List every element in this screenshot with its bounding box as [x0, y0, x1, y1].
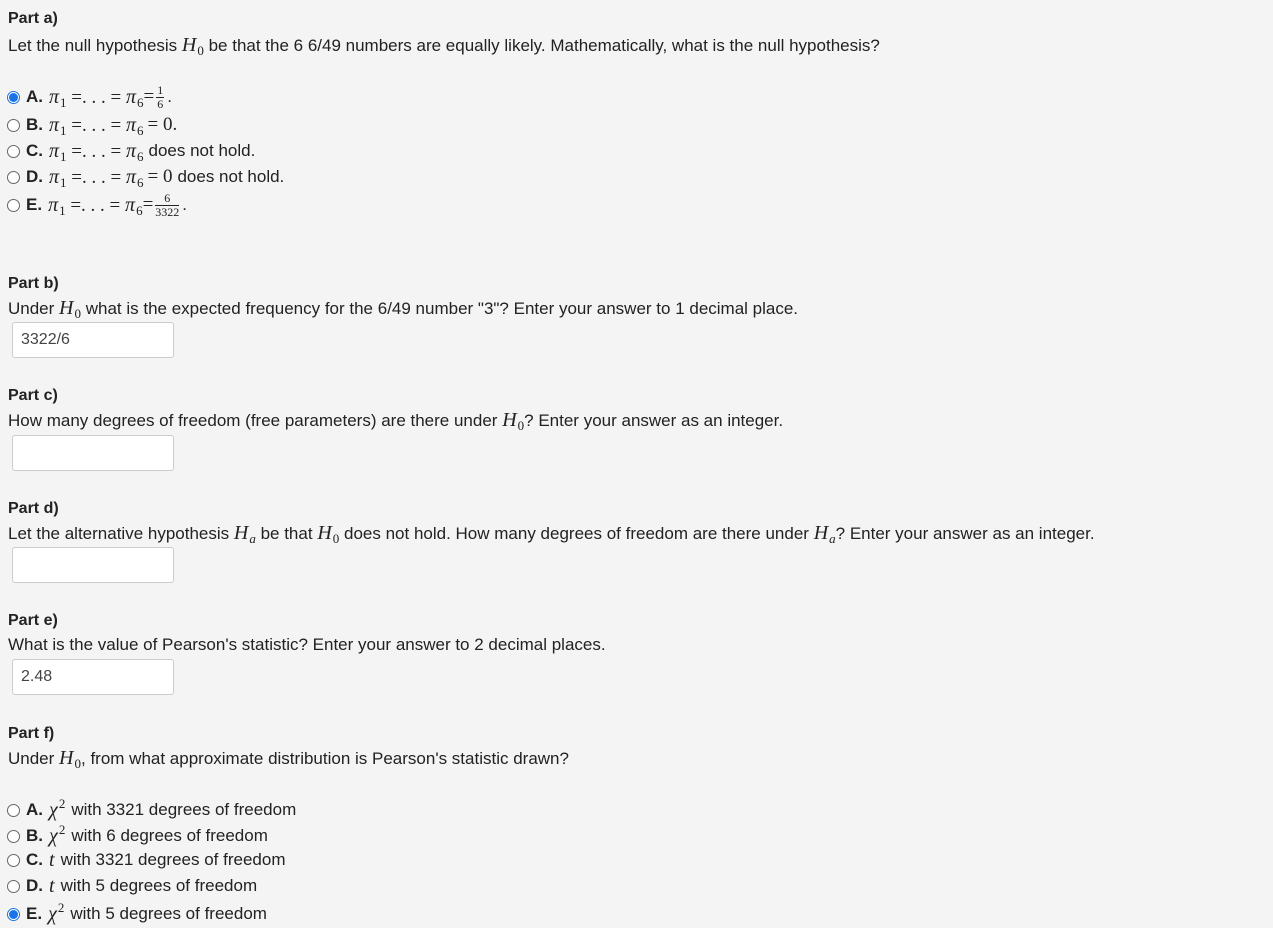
radio-button[interactable] [7, 880, 20, 893]
option-text: . [167, 87, 172, 106]
part-d-answer-input[interactable] [12, 547, 174, 583]
option-text: does not hold. [148, 141, 256, 160]
part-a-question: Let the null hypothesis $H_0$ be that the 6 6/49 numbers are equally likely. Mathematically, what is the null hypothesis? [8, 34, 880, 58]
option-text: does not hold. [177, 167, 285, 186]
option-text: with 5 degrees of freedom [60, 876, 258, 895]
h0-symbol: $H_0$ [181, 34, 204, 58]
formula: $\pi_1$ =. . . = $\pi_6$ [48, 193, 143, 218]
option-letter: E. [26, 904, 43, 923]
part-e-heading: Part e) [8, 612, 58, 629]
fraction: $\frac{1}{6}$ [157, 82, 164, 111]
radio-button[interactable] [7, 804, 20, 817]
part-e-answer-input[interactable] [12, 659, 174, 695]
part-c-heading: Part c) [8, 387, 58, 404]
option-f-c[interactable] [7, 848, 285, 872]
option-text: with 3321 degrees of freedom [60, 850, 286, 869]
part-e-question: What is the value of Pearson's statistic? Enter your answer to 2 decimal places. [8, 635, 606, 654]
distribution-symbol: t [49, 848, 55, 871]
option-letter: A. [26, 800, 43, 819]
distribution-symbol: $\chi^2$ [49, 821, 66, 847]
part-a-heading: Part a) [8, 10, 58, 27]
option-a-c[interactable] [7, 139, 255, 163]
radio-button[interactable] [7, 171, 20, 184]
part-f-question: Under $H_0$, from what approximate distribution is Pearson's statistic drawn? [8, 747, 569, 771]
formula: $\pi_1$ =. . . = $\pi_6$ [49, 165, 144, 190]
part-b-heading: Part b) [8, 275, 59, 292]
part-b-question: Under $H_0$ what is the expected frequency for the 6/49 number "3"? Enter your answer to 1 decimal place. [8, 297, 799, 321]
option-text: with 5 degrees of freedom [70, 904, 267, 923]
rhs: = 0 [147, 166, 173, 187]
option-letter: C. [26, 850, 43, 869]
option-text: with 3321 degrees of freedom [71, 800, 297, 819]
option-f-e[interactable] [7, 899, 267, 926]
option-f-a[interactable] [7, 795, 297, 822]
option-letter: B. [26, 826, 43, 845]
equals: = [142, 194, 154, 215]
option-a-a[interactable] [7, 82, 172, 111]
option-letter: D. [26, 876, 43, 895]
option-a-b[interactable] [7, 113, 177, 137]
distribution-symbol: $\chi^2$ [48, 899, 65, 925]
option-f-b[interactable] [7, 821, 268, 848]
formula: $\pi_1$ =. . . = $\pi_6$ [49, 85, 144, 110]
formula: $\pi_1$ =. . . = $\pi_6$ [49, 139, 144, 164]
option-f-d[interactable] [7, 874, 257, 898]
part-d-heading: Part d) [8, 500, 59, 517]
radio-button[interactable] [7, 830, 20, 843]
option-a-e[interactable] [7, 190, 188, 219]
part-d-question: Let the alternative hypothesis $H_a$ be that $H_0$ does not hold. How many degrees of freedom are there under $H_a$? Enter your answer as an integer. [8, 522, 1095, 546]
option-letter: E. [26, 195, 43, 214]
part-b-answer-input[interactable] [12, 322, 174, 358]
radio-button[interactable] [7, 854, 20, 867]
option-text: . [182, 195, 188, 214]
option-a-d[interactable] [7, 165, 284, 189]
radio-button[interactable] [7, 199, 20, 212]
part-c-answer-input[interactable] [12, 435, 174, 471]
radio-button[interactable] [7, 91, 20, 104]
option-letter: B. [26, 115, 43, 134]
radio-button[interactable] [7, 119, 20, 132]
distribution-symbol: $\chi^2$ [49, 795, 66, 821]
part-f-heading: Part f) [8, 725, 55, 742]
rhs: = 0. [147, 114, 178, 135]
fraction: $\frac{6}{3322}$ [155, 190, 180, 219]
radio-button[interactable] [7, 145, 20, 158]
formula: $\pi_1$ =. . . = $\pi_6$ [49, 113, 144, 138]
part-c-question: How many degrees of freedom (free parameters) are there under $H_0$? Enter your answer as an integer. [8, 409, 784, 433]
radio-button[interactable] [7, 908, 20, 921]
equals: = [143, 86, 155, 107]
option-letter: D. [26, 167, 43, 186]
distribution-symbol: t [49, 874, 55, 897]
option-letter: A. [26, 87, 43, 106]
option-letter: C. [26, 141, 43, 160]
option-text: with 6 degrees of freedom [71, 826, 268, 845]
